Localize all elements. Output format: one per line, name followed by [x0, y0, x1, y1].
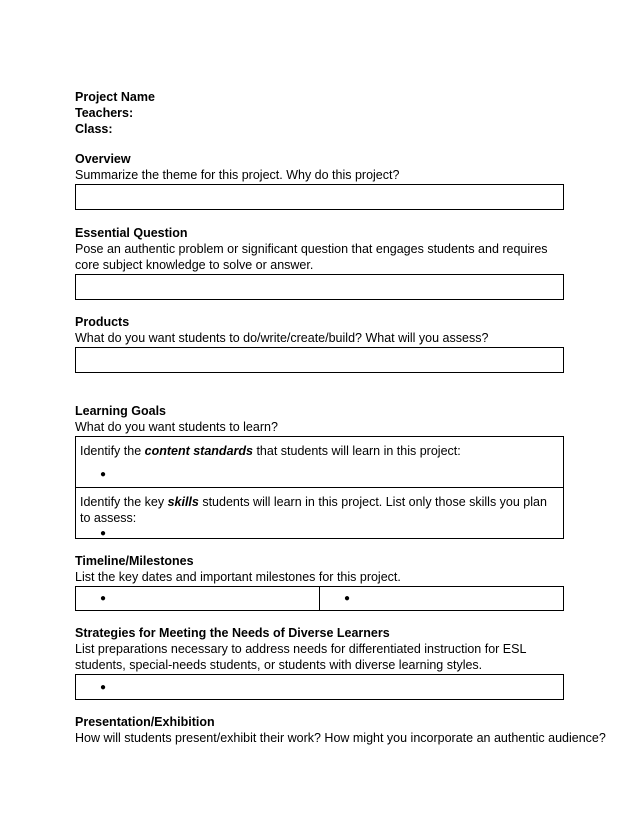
skills-text-pre: Identify the key: [80, 495, 168, 509]
content-standards-instruction: [76, 443, 563, 459]
overview-prompt: Summarize the theme for this project. Why do this project?: [75, 168, 400, 182]
products-input-box[interactable]: [75, 347, 564, 373]
learning-goals-prompt: What do you want students to learn?: [75, 420, 278, 434]
essential-question-input-box[interactable]: [75, 274, 564, 300]
teachers-label: Teachers:: [75, 106, 134, 120]
learning-goals-heading: Learning Goals: [75, 404, 166, 418]
content-standards-emphasis: content standards: [144, 444, 253, 458]
class-label: Class:: [75, 122, 113, 136]
bullet-icon: ●: [100, 469, 107, 480]
content-standards-text-pre: Identify the: [80, 444, 145, 458]
timeline-table: [75, 586, 564, 611]
content-standards-bullet-row: [76, 467, 563, 483]
timeline-heading: Timeline/Milestones: [75, 554, 194, 568]
skills-text-post: students will learn in this project. List only those skills you plan to assess:: [80, 495, 547, 525]
strategies-heading: Strategies for Meeting the Needs of Diverse Learners: [75, 626, 390, 640]
bullet-icon: ●: [344, 593, 351, 604]
overview-heading: Overview: [75, 152, 131, 166]
timeline-prompt: List the key dates and important milestones for this project.: [75, 570, 401, 584]
presentation-prompt: How will students present/exhibit their work? How might you incorporate an authentic audience?: [75, 731, 606, 745]
essential-question-prompt: Pose an authentic problem or significant question that engages students and requires core subject knowledge to solve or answer.: [75, 242, 548, 272]
timeline-cell-right[interactable]: [320, 587, 563, 610]
skills-instruction: [76, 494, 563, 526]
products-prompt: What do you want students to do/write/create/build? What will you assess?: [75, 331, 489, 345]
project-name-label: Project Name: [75, 90, 155, 104]
presentation-heading: Presentation/Exhibition: [75, 715, 215, 729]
strategies-prompt: List preparations necessary to address needs for differentiated instruction for ESL students, special-needs students, or students with diverse learning styles.: [75, 642, 526, 672]
bullet-icon: ●: [100, 682, 107, 693]
project-planning-form: [75, 89, 606, 746]
products-heading: Products: [75, 315, 130, 329]
overview-input-box[interactable]: [75, 184, 564, 210]
strategies-input-box[interactable]: [75, 674, 564, 700]
content-standards-text-post: that students will learn in this project:: [252, 444, 461, 458]
bullet-icon: ●: [100, 528, 107, 539]
skills-cell[interactable]: [76, 488, 563, 538]
essential-question-heading: Essential Question: [75, 226, 188, 240]
skills-emphasis: skills: [167, 495, 199, 509]
timeline-cell-left[interactable]: [76, 587, 320, 610]
content-standards-cell[interactable]: [76, 437, 563, 488]
skills-bullet-row: [76, 526, 563, 542]
bullet-icon: ●: [100, 593, 107, 604]
learning-goals-table: [75, 436, 564, 539]
